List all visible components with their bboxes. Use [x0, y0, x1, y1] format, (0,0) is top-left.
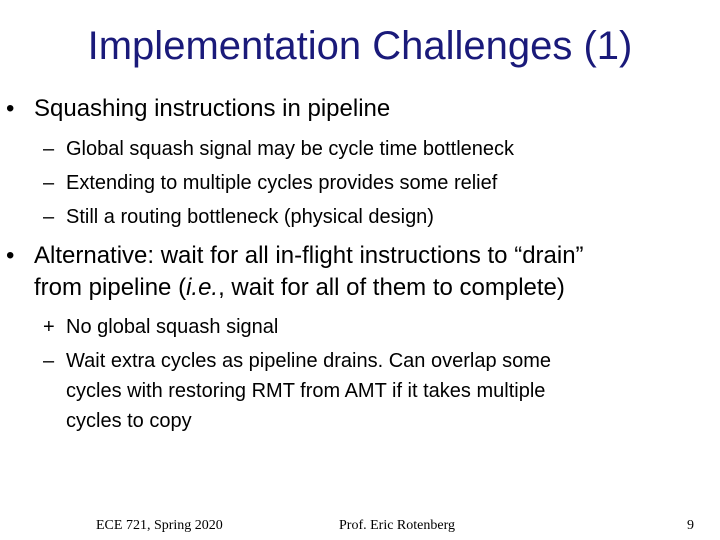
dash-mark: –: [43, 172, 55, 194]
sub-bullet-line: cycles with restoring RMT from AMT if it takes multiple: [66, 380, 546, 402]
slide-title: Implementation Challenges (1): [87, 24, 633, 68]
bullet-mark: •: [6, 95, 15, 122]
sub-bullet-line: Wait extra cycles as pipeline drains. Can overlap some: [66, 350, 552, 372]
dash-mark: –: [43, 206, 55, 228]
sub-bullet-text: Still a routing bottleneck (physical design): [66, 206, 434, 228]
sub-bullet-text: Global squash signal may be cycle time bottleneck: [66, 138, 515, 160]
bullet-line-1: Alternative: wait for all in-flight instructions to “drain”: [34, 242, 584, 269]
bullet-mark: •: [6, 242, 15, 269]
footer-course: ECE 721, Spring 2020: [96, 518, 223, 533]
sub-bullet-text: [66, 346, 706, 436]
plus-mark: +: [43, 316, 55, 338]
bullet-text: Squashing instructions in pipeline: [34, 95, 391, 122]
bullet-line-2-pre: from pipeline (: [34, 274, 187, 301]
sub-bullet-line: cycles to copy: [66, 410, 192, 432]
bullet-line-2-italic: i.e.: [186, 274, 219, 301]
sub-bullet-text: No global squash signal: [66, 316, 279, 338]
bullet-text: [34, 240, 704, 304]
dash-mark: –: [43, 138, 55, 160]
dash-mark: –: [43, 350, 55, 372]
footer-author: Prof. Eric Rotenberg: [339, 518, 455, 533]
sub-bullet-text: Extending to multiple cycles provides some relief: [66, 172, 498, 194]
footer-page-number: 9: [687, 518, 694, 533]
bullet-line-2-post: , wait for all of them to complete): [218, 274, 565, 301]
